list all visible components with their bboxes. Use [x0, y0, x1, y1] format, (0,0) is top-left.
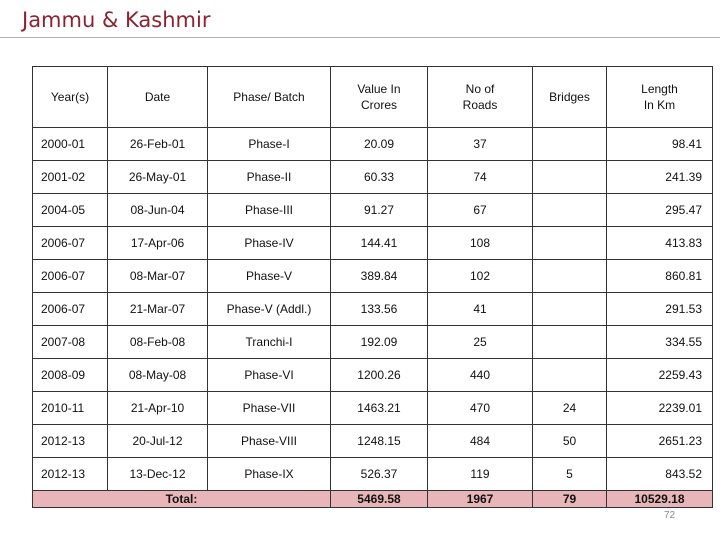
cell-value: 1200.26 [331, 359, 428, 392]
cell-bridges [533, 227, 607, 260]
cell-value: 91.27 [331, 194, 428, 227]
cell-date: 08-May-08 [108, 359, 208, 392]
phase-table [32, 66, 713, 508]
cell-value: 20.09 [331, 128, 428, 161]
cell-year: 2008-09 [33, 359, 108, 392]
header-length [607, 67, 713, 128]
cell-length: 2259.43 [607, 359, 713, 392]
cell-phase: Tranchi-I [208, 326, 331, 359]
cell-year: 2001-02 [33, 161, 108, 194]
total-value: 5469.58 [331, 491, 428, 508]
cell-date: 21-Apr-10 [108, 392, 208, 425]
header-value-line1: Value In [357, 82, 401, 96]
header-roads-line1: No of [465, 82, 495, 96]
cell-date: 08-Mar-07 [108, 260, 208, 293]
cell-value: 60.33 [331, 161, 428, 194]
total-row [33, 491, 713, 508]
cell-length: 860.81 [607, 260, 713, 293]
cell-phase: Phase-V (Addl.) [208, 293, 331, 326]
cell-bridges [533, 260, 607, 293]
cell-phase: Phase-IX [208, 458, 331, 491]
cell-bridges: 24 [533, 392, 607, 425]
cell-date: 08-Feb-08 [108, 326, 208, 359]
total-length: 10529.18 [607, 491, 713, 508]
header-value [331, 67, 428, 128]
table-row [33, 425, 713, 458]
cell-length: 413.83 [607, 227, 713, 260]
cell-phase: Phase-VII [208, 392, 331, 425]
header-row [33, 67, 713, 128]
cell-phase: Phase-VI [208, 359, 331, 392]
cell-year: 2006-07 [33, 260, 108, 293]
cell-date: 13-Dec-12 [108, 458, 208, 491]
cell-value: 1248.15 [331, 425, 428, 458]
table-row [33, 194, 713, 227]
cell-roads: 41 [428, 293, 533, 326]
cell-roads: 102 [428, 260, 533, 293]
cell-bridges [533, 161, 607, 194]
table-row [33, 392, 713, 425]
cell-year: 2000-01 [33, 128, 108, 161]
cell-year: 2007-08 [33, 326, 108, 359]
cell-phase: Phase-II [208, 161, 331, 194]
title-divider [0, 37, 720, 38]
header-value-line2: Crores [360, 98, 397, 112]
cell-length: 334.55 [607, 326, 713, 359]
header-date: Date [108, 67, 208, 128]
cell-phase: Phase-III [208, 194, 331, 227]
cell-roads: 484 [428, 425, 533, 458]
cell-length: 2651.23 [607, 425, 713, 458]
cell-date: 26-Feb-01 [108, 128, 208, 161]
cell-date: 17-Apr-06 [108, 227, 208, 260]
cell-year: 2012-13 [33, 458, 108, 491]
cell-year: 2006-07 [33, 293, 108, 326]
table-row [33, 458, 713, 491]
header-bridges: Bridges [533, 67, 607, 128]
header-roads-line2: Roads [462, 98, 498, 112]
cell-bridges: 50 [533, 425, 607, 458]
cell-bridges [533, 194, 607, 227]
table-row [33, 161, 713, 194]
page-number: 72 [664, 510, 676, 521]
cell-roads: 25 [428, 326, 533, 359]
cell-value: 144.41 [331, 227, 428, 260]
header-phase: Phase/ Batch [208, 67, 331, 128]
cell-length: 295.47 [607, 194, 713, 227]
page-title: Jammu & Kashmir [22, 8, 211, 32]
table-row [33, 260, 713, 293]
table-row [33, 359, 713, 392]
cell-bridges [533, 359, 607, 392]
cell-roads: 67 [428, 194, 533, 227]
cell-phase: Phase-I [208, 128, 331, 161]
cell-roads: 74 [428, 161, 533, 194]
table-row [33, 326, 713, 359]
cell-bridges: 5 [533, 458, 607, 491]
cell-value: 133.56 [331, 293, 428, 326]
cell-value: 526.37 [331, 458, 428, 491]
cell-phase: Phase-IV [208, 227, 331, 260]
cell-bridges [533, 128, 607, 161]
cell-year: 2004-05 [33, 194, 108, 227]
table-row [33, 128, 713, 161]
cell-value: 389.84 [331, 260, 428, 293]
total-bridges: 79 [533, 491, 607, 508]
cell-year: 2010-11 [33, 392, 108, 425]
cell-roads: 108 [428, 227, 533, 260]
cell-value: 1463.21 [331, 392, 428, 425]
cell-bridges [533, 326, 607, 359]
cell-date: 20-Jul-12 [108, 425, 208, 458]
total-roads: 1967 [428, 491, 533, 508]
cell-roads: 470 [428, 392, 533, 425]
cell-year: 2006-07 [33, 227, 108, 260]
cell-roads: 37 [428, 128, 533, 161]
cell-phase: Phase-VIII [208, 425, 331, 458]
cell-length: 291.53 [607, 293, 713, 326]
cell-phase: Phase-V [208, 260, 331, 293]
total-label: Total: [33, 491, 331, 508]
cell-date: 26-May-01 [108, 161, 208, 194]
header-length-line2: In Km [643, 98, 676, 112]
cell-year: 2012-13 [33, 425, 108, 458]
cell-roads: 440 [428, 359, 533, 392]
header-length-line1: Length [641, 82, 678, 96]
cell-value: 192.09 [331, 326, 428, 359]
cell-length: 843.52 [607, 458, 713, 491]
cell-bridges [533, 293, 607, 326]
cell-length: 2239.01 [607, 392, 713, 425]
cell-date: 21-Mar-07 [108, 293, 208, 326]
header-year: Year(s) [33, 67, 108, 128]
cell-length: 241.39 [607, 161, 713, 194]
table-row [33, 293, 713, 326]
cell-roads: 119 [428, 458, 533, 491]
cell-date: 08-Jun-04 [108, 194, 208, 227]
table-row [33, 227, 713, 260]
header-roads [428, 67, 533, 128]
cell-length: 98.41 [607, 128, 713, 161]
